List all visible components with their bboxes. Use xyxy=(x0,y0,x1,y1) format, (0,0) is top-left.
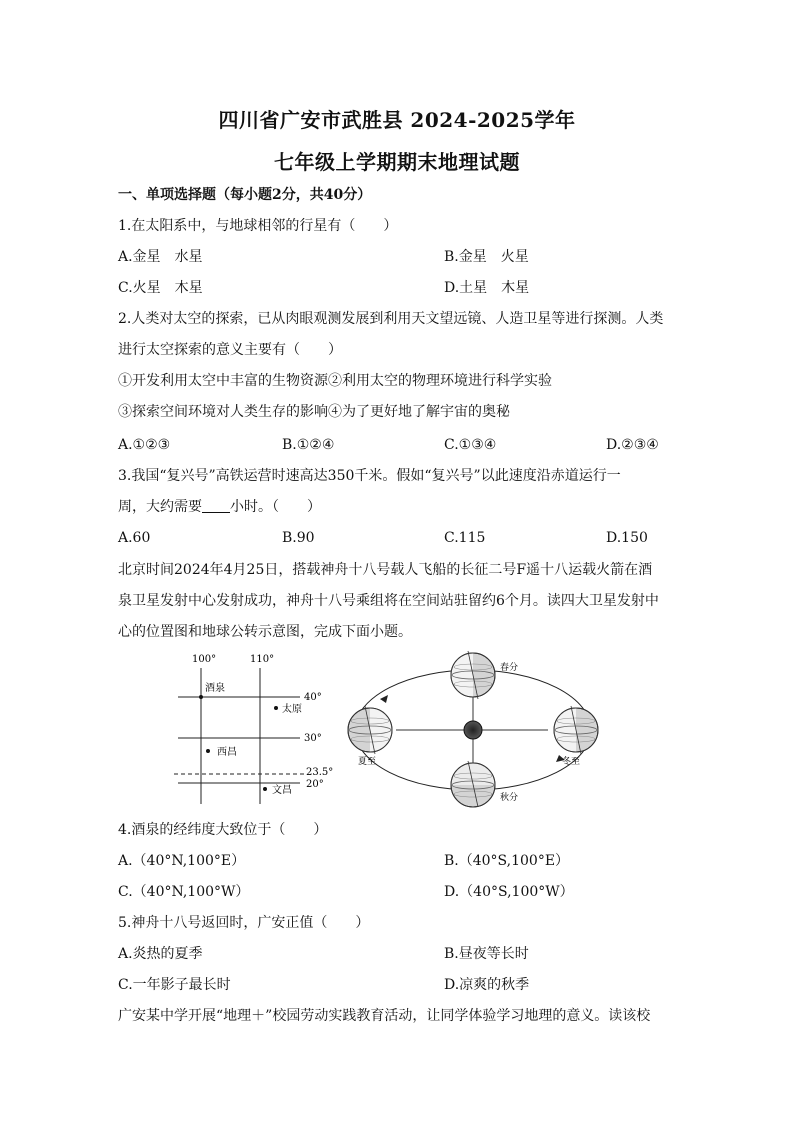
q4-stem: 4.酒泉的经纬度大致位于（ ） xyxy=(118,822,328,838)
label-spring-equinox: 春分 xyxy=(500,663,519,673)
site-label-jiuquan: 酒泉 xyxy=(205,683,225,694)
lat-label-40: 40° xyxy=(304,692,322,703)
q2-option-a: A.①②③ xyxy=(118,437,171,453)
q3-stem-line1: 3.我国“复兴号”高铁运营时速高达350千米。假如“复兴号”以此速度沿赤道运行一 xyxy=(118,468,621,484)
q3-option-c: C.115 xyxy=(444,530,486,546)
q4-option-b: B.（40°S,100°E） xyxy=(444,853,570,869)
q3-stem-line2-pre: 周，大约需要 xyxy=(118,499,202,515)
site-label-taiyuan: 太原 xyxy=(282,704,302,715)
sun-icon xyxy=(464,721,482,739)
q5-stem: 5.神舟十八号返回时，广安正值（ ） xyxy=(118,915,370,931)
context-line3: 心的位置图和地球公转示意图，完成下面小题。 xyxy=(118,624,412,640)
q2-option-b: B.①②④ xyxy=(282,437,335,453)
q1-option-a: A.金星 水星 xyxy=(118,249,203,265)
lon-label-100: 100° xyxy=(192,654,217,665)
q5-option-a: A.炎热的夏季 xyxy=(118,946,203,962)
label-autumn-equinox: 秋分 xyxy=(500,793,519,803)
q3-option-a: A.60 xyxy=(118,530,151,546)
q5-option-b: B.昼夜等长时 xyxy=(444,946,529,962)
lat-label-20: 20° xyxy=(306,779,324,790)
q4-option-c: C.（40°N,100°W） xyxy=(118,884,250,900)
site-dot-jiuquan xyxy=(199,695,203,699)
site-dot-wenchang xyxy=(263,787,267,791)
earth-summer-solstice xyxy=(348,706,392,754)
q4-option-d: D.（40°S,100°W） xyxy=(444,884,574,900)
q2-items-line2: ③探索空间环境对人类生存的影响④为了更好地了解宇宙的奥秘 xyxy=(118,404,510,420)
exam-title-line2: 七年级上学期期末地理试题 xyxy=(274,150,520,174)
orbit-arrow-left xyxy=(380,695,388,703)
lat-label-23-5: 23.5° xyxy=(306,767,334,778)
q2-option-d: D.②③④ xyxy=(606,437,659,453)
site-label-xichang: 西昌 xyxy=(217,747,237,758)
earth-autumn-equinox xyxy=(451,761,495,807)
answer-blank xyxy=(202,498,230,513)
label-winter-solstice: 冬至 xyxy=(562,757,581,767)
q3-stem-line2 xyxy=(118,497,321,517)
context-line2: 泉卫星发射中心发射成功，神舟十八号乘组将在空间站驻留约6个月。读四大卫星发射中 xyxy=(118,593,659,609)
context2-line1: 广安某中学开展“地理＋”校园劳动实践教育活动，让同学体验学习地理的意义。读该校 xyxy=(118,1008,651,1024)
site-dot-taiyuan xyxy=(274,706,278,710)
q3-stem-line2-post: 小时。（ ） xyxy=(230,499,321,515)
q5-option-d: D.凉爽的秋季 xyxy=(444,977,530,993)
exam-title-line1: 四川省广安市武胜县 2024-2025学年 xyxy=(218,108,576,132)
earth-spring-equinox xyxy=(451,651,495,699)
site-label-wenchang: 文昌 xyxy=(272,785,292,796)
q2-stem-line2: 进行太空探索的意义主要有（ ） xyxy=(118,342,342,358)
q2-option-c: C.①③④ xyxy=(444,437,497,453)
q4-option-a: A.（40°N,100°E） xyxy=(118,853,246,869)
launch-site-map-figure xyxy=(170,650,340,808)
lon-label-110: 110° xyxy=(250,654,275,665)
section-heading: 一、单项选择题（每小题2分，共40分） xyxy=(118,187,372,203)
q1-option-c: C.火星 木星 xyxy=(118,280,203,296)
q2-items-line1: ①开发利用太空中丰富的生物资源②利用太空的物理环境进行科学实验 xyxy=(118,373,552,389)
q1-option-b: B.金星 火星 xyxy=(444,249,529,265)
label-summer-solstice: 夏至 xyxy=(358,757,377,767)
q3-option-b: B.90 xyxy=(282,530,315,546)
context-line1: 北京时间2024年4月25日，搭载神舟十八号载人飞船的长征二号F遥十八运载火箭在酒 xyxy=(118,562,653,578)
site-dot-xichang xyxy=(206,749,210,753)
q2-stem-line1: 2.人类对太空的探索，已从肉眼观测发展到利用天文望远镜、人造卫星等进行探测。人类 xyxy=(118,311,664,327)
earth-revolution-figure xyxy=(340,648,605,808)
q1-option-d: D.土星 木星 xyxy=(444,280,530,296)
q5-option-c: C.一年影子最长时 xyxy=(118,977,231,993)
q1-stem: 1.在太阳系中，与地球相邻的行星有（ ） xyxy=(118,218,398,234)
q3-option-d: D.150 xyxy=(606,530,648,546)
earth-winter-solstice xyxy=(554,706,598,754)
lat-label-30: 30° xyxy=(304,733,322,744)
